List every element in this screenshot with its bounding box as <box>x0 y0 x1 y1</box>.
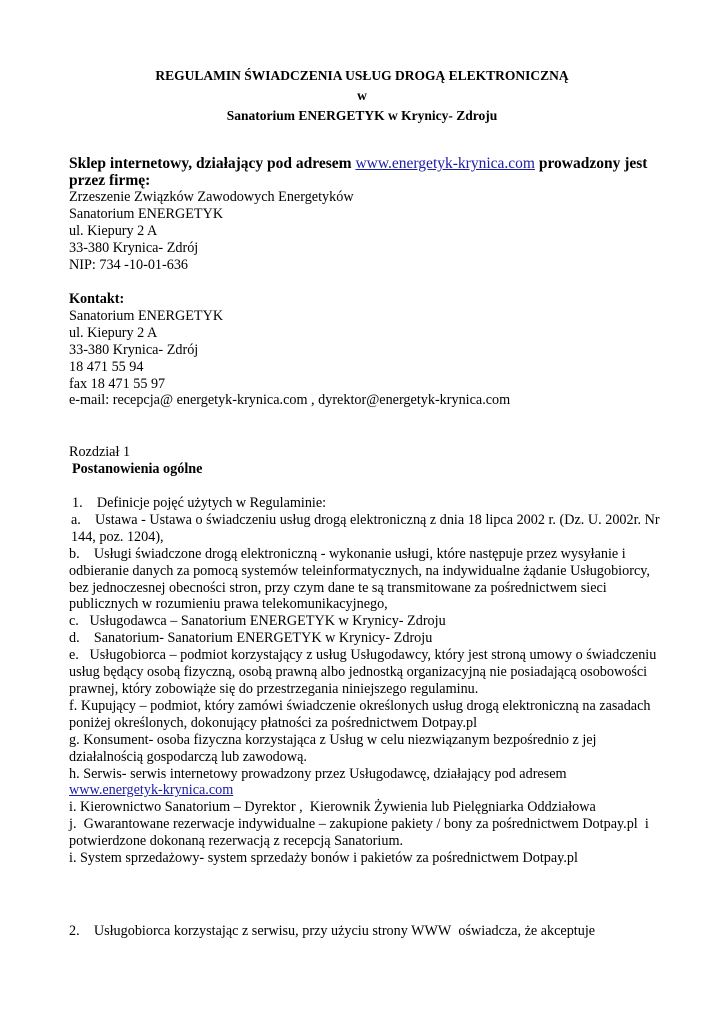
intro-lead <box>69 155 669 189</box>
definition-e: e. Usługobiorca – podmiot korzystający z usług Usługodawcy, który jest stroną umowy o świadczeniu usług będący osobą fizyczną, osobą prawną albo jednostką organizacyjną nie posiadającą osobowości prawnej, który zobowiąże się do przestrzegania niniejszego regulaminu. <box>69 647 657 697</box>
company-name: Zrzeszenie Związków Zawodowych Energetyków <box>69 189 354 205</box>
contact-fax: fax 18 471 55 97 <box>69 375 166 392</box>
contact-email: e-mail: recepcja@ energetyk-krynica.com , dyrektor@energetyk-krynica.com <box>69 392 511 409</box>
definition-i-management: i. Kierownictwo Sanatorium – Dyrektor , Kierownik Żywienia lub Pielęgniarka Oddziałowa <box>69 799 596 816</box>
intro-lead-text-after: prowadzony jest <box>534 155 648 172</box>
contact-city: 33-380 Krynica- Zdrój <box>69 341 199 358</box>
definition-h: h. Serwis- serwis internetowy prowadzony przez Usługodawcę, działający pod adresem <box>69 765 567 782</box>
definition-d: d. Sanatorium- Sanatorium ENERGETYK w Krynicy- Zdroju <box>69 630 433 647</box>
contact-heading: Kontakt: <box>69 291 125 307</box>
title-line-2: w <box>357 88 367 103</box>
chapter-title: Postanowienia ogólne <box>72 460 203 477</box>
company-details <box>69 189 669 274</box>
definition-b: b. Usługi świadczone drogą elektroniczną - wykonanie usługi, które następuje przez wysyłanie i odbieranie danych za pomocą systemów teleinformatycznych, na indywidualne żądanie Usługobiorcy, bez jednoczesnej obecności stron, przy czym dane te są transmitowane za pośrednictwem sieci publicznych w rozumieniu prawa telekomunikacyjnego, <box>69 545 650 613</box>
definition-j: j. Gwarantowane rezerwacje indywidualne – zakupione pakiety / bony za pośrednictwem Dotpay.pl i potwierdzone dokonaną rezerwacją z recepcją Sanatorium. <box>69 816 649 850</box>
company-street: ul. Kiepury 2 A <box>69 222 158 239</box>
website-link[interactable]: www.energetyk-krynica.com <box>355 155 535 172</box>
definition-a: a. Ustawa - Ustawa o świadczeniu usług drogą elektroniczną z dnia 18 lipca 2002 r. (Dz. U. 2002r. Nr 144, poz. 1204), <box>71 511 660 545</box>
point-2 <box>69 923 669 940</box>
contact-section <box>69 291 669 409</box>
definition-g: g. Konsument- osoba fizyczna korzystająca z Usług w celu niezwiązanym bezpośrednio z jej działalnością gospodarczą lub zawodową. <box>69 731 597 765</box>
point-2-text: 2. Usługobiorca korzystając z serwisu, przy użyciu strony WWW oświadcza, że akceptuje <box>69 923 596 939</box>
title-line-3: Sanatorium ENERGETYK w Krynicy- Zdroju <box>226 108 498 123</box>
definition-f: f. Kupujący – podmiot, który zamówi świadczenie określonych usług drogą elektroniczną na zasadach poniżej określonych, dokonujący płatności za pośrednictwem Dotpay.pl <box>69 697 651 731</box>
definitions-list <box>69 495 669 867</box>
definitions-heading: 1. Definicje pojęć użytych w Regulaminie: <box>72 495 327 511</box>
definition-h-link[interactable]: www.energetyk-krynica.com <box>69 782 234 799</box>
definition-c: c. Usługodawca – Sanatorium ENERGETYK w Krynicy- Zdroju <box>69 613 446 630</box>
company-sanatorium: Sanatorium ENERGETYK <box>69 205 224 222</box>
definition-i-sales-system: i. System sprzedażowy- system sprzedaży bonów i pakietów za pośrednictwem Dotpay.pl <box>69 850 578 867</box>
contact-phone: 18 471 55 94 <box>69 358 144 375</box>
intro-lead-line-2: przez firmę: <box>69 172 151 189</box>
chapter-label: Rozdział 1 <box>69 444 131 460</box>
intro-lead-text: Sklep internetowy, działający pod adresem <box>69 155 356 172</box>
title-line-1: REGULAMIN ŚWIADCZENIA USŁUG DROGĄ ELEKTRONICZNĄ <box>155 68 569 83</box>
company-city: 33-380 Krynica- Zdrój <box>69 239 199 256</box>
document-title <box>0 66 724 126</box>
contact-street: ul. Kiepury 2 A <box>69 324 158 341</box>
company-nip: NIP: 734 -10-01-636 <box>69 256 189 273</box>
contact-name: Sanatorium ENERGETYK <box>69 307 224 324</box>
chapter-heading <box>69 444 669 478</box>
